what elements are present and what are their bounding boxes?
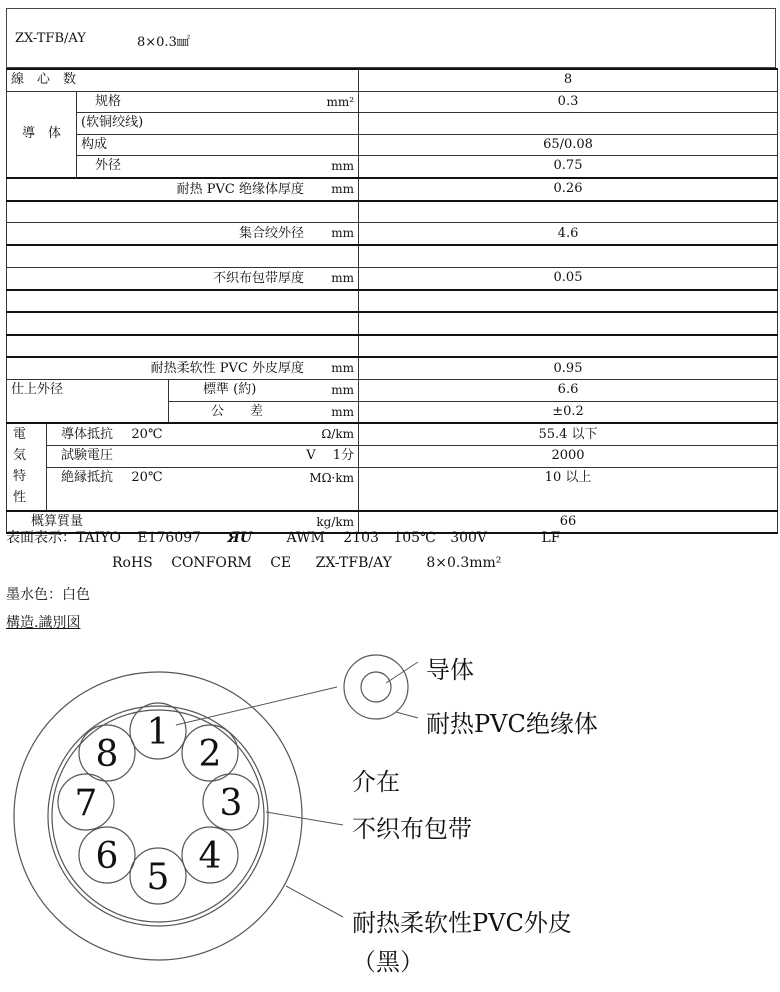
marking-ce: CE [270,555,292,571]
marking-conform: CONFORM [171,555,252,571]
legend-conductor: 导体 [426,656,474,684]
diagram-title: 構造.識別図 [6,615,81,631]
marking-line-1 [6,527,561,547]
marking-lf: LF [541,530,561,546]
elec-char-4: 性 [13,490,27,505]
sheath-label: 耐热柔软性 PVC 外皮厚度 [150,361,305,376]
conductor-struct-value: 65/0.08 [359,134,778,156]
conductor-od-value: 0.75 [359,156,778,178]
resistance-cond: 20℃ [131,426,163,442]
finish-std-value: 6.6 [359,380,778,402]
core-number-3: 3 [219,783,243,824]
sheath-unit: mm [331,361,355,375]
voltage-cond: V 1分 [306,448,355,464]
twist-od-unit: mm [331,226,355,240]
row-tape [7,267,778,290]
row-blank-3 [7,290,778,313]
ink-color: 墨水色：白色 [6,587,90,603]
conductor-spec-unit: mm² [326,94,355,109]
core-number-7: 7 [74,783,98,824]
leader-sheath [286,886,343,917]
tape-unit: mm [331,270,355,285]
voltage-label: 試験電圧 [61,448,114,464]
legend-tape: 不织布包带 [352,815,472,843]
row-blank-4 [7,312,778,335]
leader-conductor [386,662,418,683]
elec-char-1: 電 [13,427,27,442]
insul-res-cond: 20℃ [131,469,163,485]
insul-res-unit: MΩ·km [309,470,355,485]
conductor-od-unit: mm [331,159,355,174]
marking-line-2 [112,555,501,571]
mass-label: 概算質量 [31,513,84,529]
header-box [6,8,776,68]
twist-od-value: 4.6 [359,223,778,246]
core-number-1: 1 [146,712,170,753]
row-conductor-struct [7,134,778,156]
insulation-label: 耐热 PVC 绝缘体厚度 [176,181,305,197]
ul-logo: ЯU [227,530,253,546]
tape-value: 0.05 [359,267,778,290]
finish-std-label: 標準 (約) [203,382,257,398]
core-number-6: 6 [95,836,119,877]
spec-table [6,68,778,534]
insulation-unit: mm [331,181,355,196]
row-insul-res [7,467,778,511]
core-number-8: 8 [95,734,119,775]
sheath-value: 0.95 [359,357,778,380]
conductor-spec-value: 0.3 [359,91,778,113]
finish-tol-label: 公 差 [211,403,264,419]
cores-value: 8 [359,69,778,91]
resistance-value: 55.4 以下 [359,423,778,446]
single-core-insulation [344,655,408,719]
row-insulation [7,178,778,201]
finish-std-unit: mm [331,383,355,398]
conductor-spec-label: 规格 [95,93,122,109]
voltage-value: 2000 [359,446,778,468]
row-conductor-od [7,156,778,178]
row-blank-2 [7,245,778,267]
conductor-note-label: (软铜绞线) [81,115,144,131]
legend-filler: 介在 [352,768,400,796]
legend-sheath: 耐热柔软性PVC外皮 [352,909,572,937]
conductor-od-label: 外径 [95,158,122,174]
row-twist-od [7,223,778,246]
core-number-2: 2 [198,734,222,775]
finish-tol-unit: mm [331,404,355,419]
row-finish-std [7,380,778,402]
elec-char-3: 特 [13,469,27,484]
resistance-label: 導体抵抗 [61,426,114,442]
row-sheath [7,357,778,380]
conductor-note-value [359,113,778,135]
row-cores [7,69,778,91]
row-conductor-spec [7,91,778,113]
core-number-4: 4 [198,836,222,877]
header-size: 8×0.3㎟ [137,35,190,50]
mass-unit: kg/km [316,514,355,529]
marking-prefix: 表面表示：TAIYO [6,530,121,546]
marking-size: 8×0.3mm² [426,555,502,571]
conductor-struct-label: 构成 [81,136,108,152]
twist-od-label: 集合绞外径 [239,226,305,241]
row-blank-1 [7,201,778,223]
leader-core [176,687,337,725]
core-number-5: 5 [146,857,170,898]
cores-label: 線 心 数 [7,69,359,91]
header-model: ZX-TFB/AY [15,31,86,46]
row-conductor-note [7,113,778,135]
insul-res-label: 絶縁抵抗 [61,469,114,485]
marking-temp: 105℃ [393,530,436,546]
finish-group: 仕上外径 [7,380,169,424]
marking-file: E176097 [137,530,202,546]
resistance-unit: Ω/km [321,427,355,441]
tape-label: 不织布包带厚度 [213,270,305,286]
marking-rohs: RoHS [112,555,153,571]
elec-group [7,423,47,511]
insulation-value: 0.26 [359,178,778,201]
legend-sheath-color: （黑） [352,948,424,976]
single-core-conductor [361,672,391,702]
row-resistance [7,423,778,446]
row-voltage [7,446,778,468]
marking-volt: 300V [450,530,488,546]
leader-tape [266,812,343,825]
conductor-group: 導 体 [7,91,77,178]
mass-value: 66 [359,511,778,534]
legend-insulation: 耐热PVC绝缘体 [426,710,598,738]
finish-tol-value: ±0.2 [359,401,778,423]
elec-char-2: 気 [13,448,27,463]
marking-awm: AWM [286,530,325,546]
insul-res-value: 10 以上 [359,467,778,511]
row-blank-5 [7,335,778,358]
marking-style: 2103 [343,530,379,546]
leader-insulation [396,712,418,718]
marking-model: ZX-TFB/AY [315,555,392,571]
